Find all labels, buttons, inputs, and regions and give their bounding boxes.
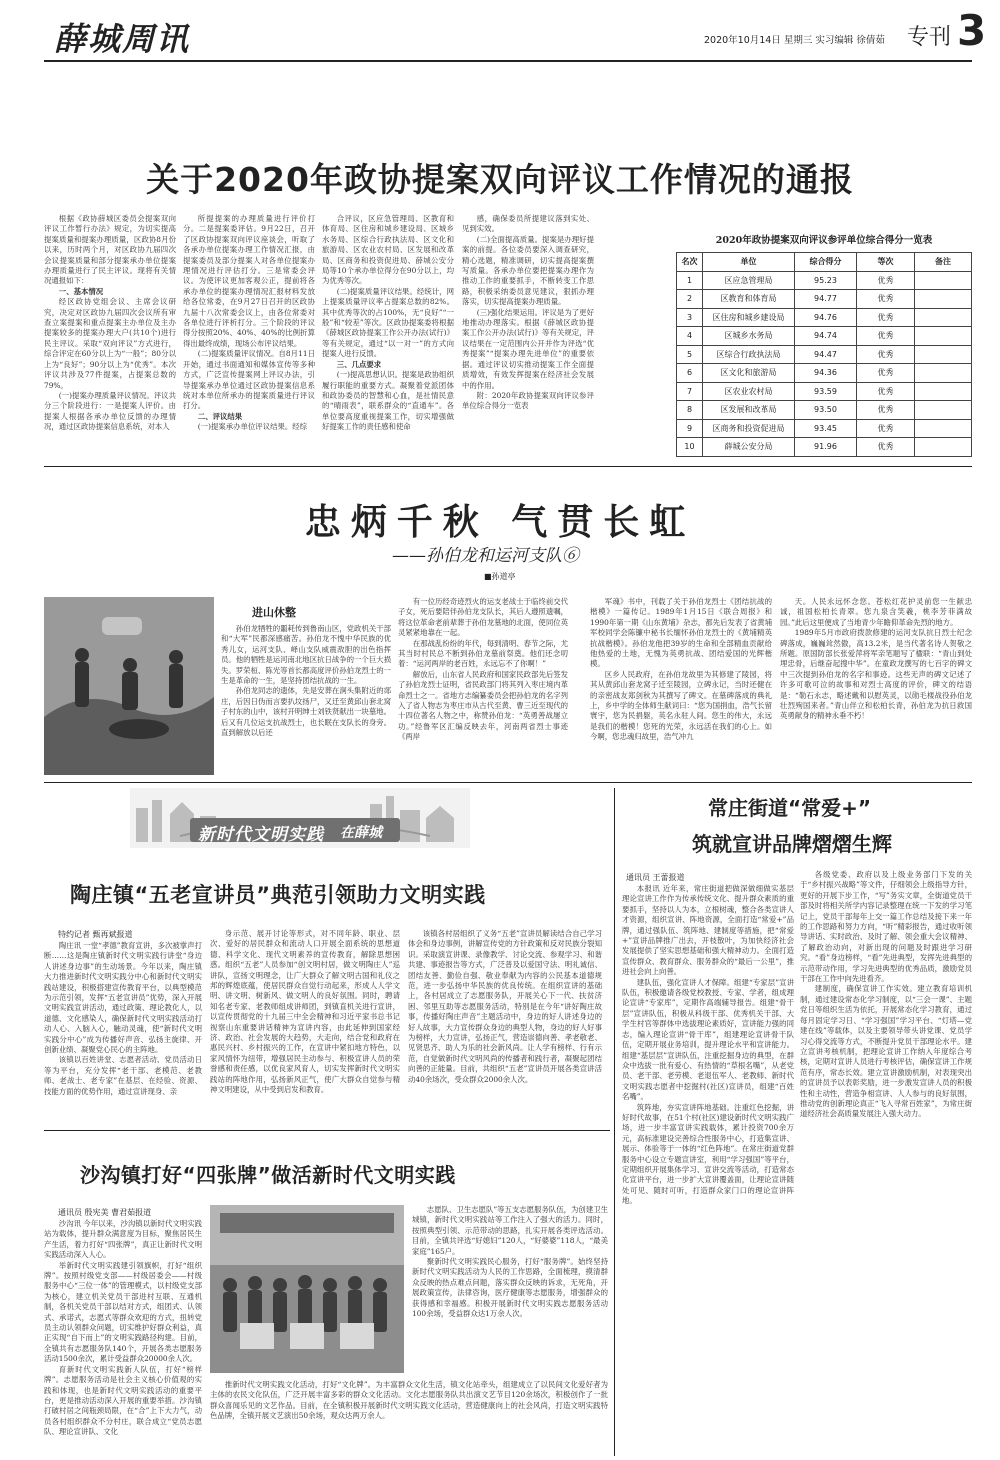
article2-section-head: 进山休整 xyxy=(252,606,296,619)
header-unit: 单位 xyxy=(703,253,795,272)
grade-cell: 优秀 xyxy=(857,419,915,438)
article4-byline: 通讯员 殷宪美 曹君茹报道 xyxy=(58,1208,152,1217)
rank-cell: 1 xyxy=(677,271,703,290)
article4-col2-bottom: 推新时代文明实践文化活动，打好“文化牌”。为丰富群众文化生活，镇文化站牵头，组建成立了以民间文化爱好者为主体的农民文化队伍，广泛开展丰富多彩的群众文化活动。文化志愿服务队共出演文艺节目120余场次，积极创作了一批群众喜闻乐见的文艺作品。目前，在全镇积极开展新时代文明实践文化活动，营造健康向上的社会风尚，打造文明实践特色品牌，全镇开展文艺演出50余场，观众达两万余人。 xyxy=(210,1380,608,1421)
grade-cell: 优秀 xyxy=(857,345,915,364)
header-score: 综合得分 xyxy=(795,253,857,272)
rank-cell: 9 xyxy=(677,419,703,438)
group-photo-illustration xyxy=(210,1205,404,1373)
article2-col3: 军魂》书中，刊载了关于孙伯龙烈士《团结抗战的楷模》一篇传记。1989年1月15日《联合周报》和1990年第一期《山东黄埔》杂志，都先后发表了省黄埔军校同学会陈镰中秘书长缅怀孙伯龙烈士的《黄埔精英抗战楷模》。孙伯龙他把39岁的生命和全部精血贡献给他热爱的土地，无愧为英勇抗战、团结爱国的光辉楷模。 区乡人民政府，在孙伯龙故里为其修建了陵园，将其从黄邱山套龙窝子迁至陵园，立碑永记，当时还健在的亲密战友郑剑秋为其撰写了碑文。在墓碑落成的典礼上，乡中学的全体师生献词曰：“您为国捐血，浩气长留寰宇，您为民捐躯，英名永驻人间。您生的伟大，永远是我们的楷模！您死的光荣，永远活在我们的心上。如今啊，您忠魂归故里，浩气冲九 xyxy=(590,597,772,742)
unit-cell: 区发展和改革局 xyxy=(703,401,795,420)
divider-2 xyxy=(44,782,972,783)
masthead xyxy=(0,0,1000,64)
grade-cell: 优秀 xyxy=(857,290,915,309)
painting-illustration xyxy=(44,597,214,775)
header-remark: 备注 xyxy=(915,253,972,272)
article1-col1: 根据《政协薛城区委员会提案双向评议工作暂行办法》规定，为切实提高提案质量和提案办理质量，区政协8月份以来，历时两个月，对区政协九届四次会议提案质量和部分提案承办单位提案办理质量进行了民主评议。现将有关情况通报如下： 一、基本情况 经区政协党组会议、主席会议研究，决定对区政协九届四次会议所有审查立案提案和重点提案主办单位及主办提案较多的提案办理大户(共10个)进行民主评议。采取“双向评议”方式进行，综合评定在60分以上为“一般”；80分以上为“良好”；90分以上为“优秀”。本次评议共涉及77件提案，占提案总数的79%。 (一)提案办理质量评议情况。评议共分三个阶段进行：一是提案人评价。由提案人根据各承办单位反馈的办理情况，通过区政协提案信息系统，对本人 xyxy=(44,214,176,432)
article2-subtitle: ——孙伯龙和运河支队⑥ xyxy=(392,546,579,566)
score-table-row xyxy=(677,438,972,457)
unit-cell: 区文化和旅游局 xyxy=(703,364,795,383)
remark-cell xyxy=(915,382,972,401)
article1-title: 关于2020年政协提案双向评议工作情况的通报 xyxy=(146,160,854,199)
volunteers-photo xyxy=(210,1205,404,1373)
rank-cell: 7 xyxy=(677,382,703,401)
header-rank: 名次 xyxy=(677,253,703,272)
score-cell: 93.45 xyxy=(795,419,857,438)
article1-col3: 合评议，区应急管理局、区教育和体育局、区住房和城乡建设局、区城乡水务局、区综合行政执法局、区文化和旅游局、区农业农村局、区发展和改革局、区商务和投资促进局、薛城公安分局等10个承办单位得分在90分以上，均为优秀等次。 (二)提案质量评议结果。经统计，网上提案质量评议率占提案总数的82%。其中优秀等次的占100%，无“良好”“一般”和“较差”等次。区政协提案委将根据《薛城区政协提案工作公开办法(试行)》等有关规定，通过“以一对一”的方式向提案人进行反馈。 三、几点要求 (一)提高思想认识。提案是政协组织履行职能的重要方式。凝聚着党派团体和政协委员的智慧和心血，是社情民意的“晴雨表”，联系群众的“直通车”。各单位要高度重视提案工作，切实增强做好提案工作的责任感和使命 xyxy=(322,214,454,432)
article3-title: 陶庄镇“五老宣讲员”典范引领助力文明实践 xyxy=(70,883,486,907)
score-cell: 94.47 xyxy=(795,345,857,364)
score-table-row xyxy=(677,382,972,401)
article3-byline: 特约记者 甄再斌报道 xyxy=(58,930,133,939)
score-table-row xyxy=(677,401,972,420)
divider-1 xyxy=(44,466,972,467)
remark-cell xyxy=(915,364,972,383)
article2-col4: 天。人民永远怀念您。苍松红花护灵前您一生献忠诚，祖国松柏长青翠。您九泉含笑羲，桃李芳菲满故园。”此后这里便成了当地青少年瞻仰革命先烈的地方。 1989年5月市政府拨款修建的运河支队抗日烈士纪念碑落成，巍巍耸然傲，高13.2米，是当代著名诗人贺敬之所题。原国防部长张爱萍将军亲笔题写了楹联：“青山到处埋忠骨，后继奋起搜中华”。在童政龙撰写的七百字的碑文中三次提到孙伯龙的名字和事迹。这些无声的碑文记述了许多可歌可泣的故事和对烈士高度的评价，碑文的结语是：“勒石永志，略述戴和以慰英灵，以勋毛楼战役孙伯龙壮烈殉国来者。”青山伴立和松柏长青，孙伯龙为抗日救国英勇献身的精神永垂不朽！ xyxy=(780,597,972,721)
rank-cell: 8 xyxy=(677,401,703,420)
article3-col3: 该镇各村居组织了义务“五老”宣讲员解读结合自己学习体会和身边事例，讲解宣传党的方针政策和反对民族分裂知识。采取演宣讲课、录像教学、讨论交流、参观学习、和谐共建、事迹报告等方式，广泛普及以爱国守法、明礼诚信、团结友善、勤俭自强、敬业奉献为内容的公民基本道德规范，进一步弘扬中华民族的优良传统。在组织宣讲的基础上，各村居成立了志愿服务队，开展关心下一代、扶贫济困、邻里互助等志愿服务活动，特别是在今年“讲好陶庄故事，传播好陶庄声音”主题活动中，身边的好人讲述身边的好人故事，大力宣传群众身边的典型人物，身边的好人好事为榜样，大力宣讲，弘扬正气，营造崇德向善、孝老敬老、见贤思齐、助人为乐的社会新风尚。让人学有榜样、行有示范，自觉做新时代文明风尚的传播者和践行者，凝聚起团结向善的正能量。目前，共组织“五老”宣讲员开展各类宣讲活动40余场次，受众群众2000余人次。 xyxy=(408,929,602,1084)
score-table-row xyxy=(677,419,972,438)
score-table-row xyxy=(677,327,972,346)
rank-cell: 5 xyxy=(677,345,703,364)
score-table-box xyxy=(676,232,972,457)
article4-col1: 沙沟讯 今年以来，沙沟镇以新时代文明实践站为载体，提升群众满意度为目标，聚焦居民生产生活，着力打好“四张牌”，真正让新时代文明实践活动深入人心。 举新时代文明实践建引领旗帜，打好“组织牌”。按照村级党支部——村级居委会——村级服务中心“三位一体”的管理模式，以村级党支部为核心，建立机关党员干部进村互联、互通机制，各机关党员干部以结对方式，组团式、认领式、承诺式，志愿式等群众欢迎的方式，扭转党员主动认领群众问题，切实维护好群众利益，真正实现“自下而上”的文明实践路径构建。目前，全镇共有志愿服务队140个，开展各类志愿服务活动1500余次，累计受益群众20000余人次。 育新时代文明实践新人队伍，打好“榜样牌”。志愿服务活动是社会主义核心价值观的实践和体现，也是新时代文明实践活动的重要平台，更是推动活动深入开展的重要举措。沙沟镇打破村居之间瓶颈局限，在“合”上下大力气，动员各村组织群众不分村庄，联合成立“党员志愿队、理论宣讲队、文化 xyxy=(44,1219,202,1437)
unit-cell: 区应急管理局 xyxy=(703,271,795,290)
score-cell: 93.59 xyxy=(795,382,857,401)
unit-cell: 区住房和城乡建设局 xyxy=(703,308,795,327)
article5-title-line2: 筑就宣讲品牌熠熠生辉 xyxy=(692,832,892,856)
grade-cell: 优秀 xyxy=(857,364,915,383)
score-cell: 93.50 xyxy=(795,401,857,420)
article5-title-line1: 常庄街道“常爱+” xyxy=(708,796,872,820)
article3-col1: 陶庄讯 一堂“孝德”教育宣讲，多次被掌声打断……这是陶庄镇新时代文明实践行讲堂“身边人讲述身边事”的生动场景。今年以来，陶庄镇大力推进新时代文明实践分中心和新时代文明实践站建设，积极搭建宣传教育平台，以典型模范为示范引领，发挥“五老宣讲员”优势，深入开展文明实践宣讲活动，通过政策、理论教化人，以道德、文化感染人，确保新时代文明实践活动打动人心、入脑入心，触动灵魂，使“新时代文明实践分中心”成为传播好声音、弘扬主旋律、开创新业绩、凝聚党心民心的主阵地。 该镇以百姓讲堂、志愿者活动、党员活动日等为平台，充分发挥“老干部、老模范、老教师、老战士、老专家”在基层、在经验、资源、技能方面的优势作用，通过宣讲现身、亲 xyxy=(44,941,202,1096)
score-cell: 95.23 xyxy=(795,271,857,290)
remark-cell xyxy=(915,401,972,420)
score-table-title: 2020年政协提案双向评议参评单位综合得分一览表 xyxy=(715,235,933,246)
score-table-header-row xyxy=(677,253,972,272)
score-cell: 94.74 xyxy=(795,327,857,346)
grade-cell: 优秀 xyxy=(857,382,915,401)
remark-cell xyxy=(915,438,972,457)
score-table-row xyxy=(677,345,972,364)
article1-col4: 感，确保委员所提建议落到实处、见到实效。 (二)全面提高质量。提案是办理好提案的前提。各位委员要深入调查研究，精心选题，精准调研，切实提高提案撰写质量。各承办单位要把提案办理作为推动工作的重要抓手，不断转变工作思路，积极采纳委员意见建议，狠抓办理落实，切实提高提案办理质量。 (三)强化结果运用。评议是为了更好地推动办理落实。根据《薛城区政协提案工作公开办法(试行)》等有关规定，评议结果在一定范围内公开并作为评选“优秀提案”“提案办理先进单位”的重要依据。通过评议切实推动提案工作全面提质增效，有效发挥提案在经济社会发展中的作用。 附：2020年政协提案双向评议参评单位综合得分一览表 xyxy=(462,214,594,411)
article3-col2: 身示范、展开讨论等形式，对不同年龄、职业、层次、爱好的居民群众和流动人口开展全面系统的思想道德、科学文化、现代文明素养的宣传教育，解除思想困惑。组织“五老”人员参加“创文明村居，做文明陶庄人”巡讲队，宣扬文明理念，让广大群众了解文明古国和礼仪之邦的辉煌底蕴，使居民群众自觉行动起来，形成人人学文明、讲文明、树新风、做文明人的良好氛围。同时，聘请知名老专家、老教师组成讲师团，到镇直机关进行宣讲，以宣传贯彻党的十九届三中全会精神和习近平家书总书记视察山东重要讲话精神为宣讲内容，由此延伸到国家经济、政治、社会发展的大趋势，大走向，结合党和政府在惠民兴村、乡村振兴的工作，在宣讲中紧扣地方特色，以家风情怀为纽带，增强居民主动参与、积极宣讲人员的荣誉感和责任感，以优良家风育人，切实发挥新时代文明实践站的阵地作用，弘扬新风正气，使广大群众自觉参与精神文明建设，从中受到启发和教育。 xyxy=(210,929,400,1095)
masthead-rule xyxy=(44,60,972,62)
article5-col2: 各级党委、政府以及上级业务部门下发的关于“乡村振兴战略”等文件，仔细领会上级指导方针，更好的开展下步工作，“写”务实文章，全街道党员干部及时将相关所学内容记录整理在统一下发的学习笔记上，党员干部每年上交一篇工作总结及接下来一年的工作思路和努力方向，“听”精彩报告，通过收听领导讲话、实时政治、及时了解、领会重大会议精神、了解政治动向，对新出现的问题及时跟进学习研究。“看”身边榜样，“看”先进典型，发挥先进典型的示范带动作用，学习先进典型的优秀品质，激励党员干部在工作中向先进看齐。 建制度，确保宣讲工作实效。建立教育培训机制，通过建设常态化学习制度，以“三会一课”、主题党日等组织生活为依托，开展常态化学习教育，通过每月固定学习日、“学习强国”学习平台、“灯塔—党建在线”等载体，以及主要领导带头讲党课、党员学习心得交流等方式，不断提升党员干部理论水平。建立宣讲考核机制，把理论宣讲工作纳入年度综合考核，定期对宣讲人员进行考核评估，确保宣讲工作规范有序，常态长效。建立宣讲激励机制，对表现突出的宣讲员予以表彰奖励，进一步激发宣讲人员的积极性和主动性，营造争相宣讲、人人参与的良好氛围，推动党的创新理论真正“飞入寻常百姓家”，为常庄街道经济社会高质量发展注入强大动力。 xyxy=(800,870,972,1119)
article2-byline: ■孙道亭 xyxy=(484,572,516,581)
rank-cell: 6 xyxy=(677,364,703,383)
article4-col2-top: 志愿队、卫生志愿队”等五支志愿服务队伍，为创建卫生城镇，新时代文明实践站等工作注入了强大的活力。同时，按照典型引领、示范带动的思路，扎实开展各类评选活动。目前，全镇共评选“好媳妇”120人，“好婆婆”118人，“最美家庭”165户。 聚新时代文明实践民心服务，打好“服务牌”。始终坚持新时代文明实践活动为人民的工作思路，全面梳理，摸清群众反映的热点难点问题，落实群众反映的诉求，无死角，开展政策宣传，法律咨询，医疗健康等志愿服务，增强群众的获得感和幸福感。积极开展新时代文明实践志愿服务活动100余场，受益群众达1万余人次。 xyxy=(412,1205,608,1319)
rank-cell: 3 xyxy=(677,308,703,327)
civilization-banner xyxy=(130,788,470,848)
score-table-row xyxy=(677,308,972,327)
header-grade: 等次 xyxy=(857,253,915,272)
rank-cell: 2 xyxy=(677,290,703,309)
unit-cell: 区农业农村局 xyxy=(703,382,795,401)
soldiers-painting xyxy=(44,597,214,775)
article1-col2: 所提提案的办理质量进行评价打分。二是提案委评估。9月22日，召开了区政协提案双向评议座谈会，听取了各承办单位提案办理工作情况汇报，由提案委员及部分提案人对各单位提案办理情况进行评估打分。三是常委会评议。为使评议更加客观公正，提前将各承办单位的提案办理情况汇报材料发放给各位常委，在9月27日召开的区政协九届十八次常委会议上，由各位常委对各单位进行评析打分。三个阶段的评议得分按照20%、40%、40%的比例折算得出最终成绩，现场公布评议结果。 (二)提案质量评议情况。自8月11日开始，通过书面通知和媒体宣传等多种方式，广泛宣传提案网上评议办法，引导提案承办单位通过区政协提案信息系统对本单位所承办的提案质量进行评议打分。 二、评议结果 (一)提案承办单位评议结果。经综 xyxy=(183,214,315,432)
remark-cell xyxy=(915,271,972,290)
remark-cell xyxy=(915,327,972,346)
score-cell: 94.76 xyxy=(795,308,857,327)
grade-cell: 优秀 xyxy=(857,308,915,327)
grade-cell: 优秀 xyxy=(857,438,915,457)
score-table-row xyxy=(677,364,972,383)
grade-cell: 优秀 xyxy=(857,327,915,346)
rank-cell: 10 xyxy=(677,438,703,457)
vertical-divider xyxy=(614,788,615,1456)
unit-cell: 区商务和投资促进局 xyxy=(703,419,795,438)
article2-col2: 有一位历经奇迹烈火的运支老战士于临终前交代子女，死后要陪伴孙伯龙支队长，其后人遵照遗嘱，将这位革命老前辈葬于孙伯龙墓地的北面，使同位英灵紧紧地靠在一起。 在那战乱纷纷的年代，每到清明、春节之际，尤其当时村民总不断到孙伯龙墓前祭奠。他们还念叨着：“运河两岸的老百姓，永远忘不了你啊！” 解放后，山东省人民政府和国家民政部先后签发了孙伯龙烈士证明，省民政部门将其列入枣庄境内革命烈士之一。省地方志编纂委员会把孙伯龙的名字列入了省人物志为枣庄市从古代至黄、曹三近至现代的十四位著名人物之中，称赞孙伯龙：“英勇善战屡立功。”经鲁军区汇编反映去年，河南两省烈士事迹《两岸 xyxy=(398,597,568,742)
remark-cell xyxy=(915,345,972,364)
score-cell: 94.36 xyxy=(795,364,857,383)
remark-cell xyxy=(915,290,972,309)
article4-title: 沙沟镇打好“四张牌”做活新时代文明实践 xyxy=(80,1163,456,1187)
article2-title: 忠炳千秋 气贯长虹 xyxy=(304,501,696,543)
unit-cell: 区城乡水务局 xyxy=(703,327,795,346)
remark-cell xyxy=(915,419,972,438)
article2-col1: 孙伯龙牺牲的噩耗传到鲁南山区，党政机关干部和“大军”民都深感痛苦。孙伯龙不愧中华民族的优秀儿女，运河支队、峄山支队威震敌胆的出色指挥员。他的牺牲是运河南北地区抗日战争的一个巨大损失。罗荣桓、陈光等首长都高度评价孙伯龙烈士的一生是革命的一生，是坚持团结抗战的一生。 孙伯龙同志的遗体，先是安葬在涧头集附近的郯庄，后因日伪而言要扒坟扬尸，又迁至黄邱山套北窝子村东的山中，该村开明绅士刘铁贤献出一块墓地。后又有几位运支抗战烈士，也长眠在支队长的身旁。直到解放以后还 xyxy=(221,624,391,738)
score-table-row xyxy=(677,290,972,309)
issue-meta: 2020年10月14日 星期三 实习编辑 徐倩茹 xyxy=(704,35,885,46)
grade-cell: 优秀 xyxy=(857,401,915,420)
page-number: 3 xyxy=(957,6,987,55)
rank-cell: 4 xyxy=(677,327,703,346)
banner-suffix: 在薛城 xyxy=(340,825,382,841)
grade-cell: 优秀 xyxy=(857,271,915,290)
banner-text: 新时代文明实践 xyxy=(198,825,324,845)
remark-cell xyxy=(915,308,972,327)
unit-cell: 区综合行政执法局 xyxy=(703,345,795,364)
divider-3 xyxy=(44,1130,610,1131)
score-cell: 94.77 xyxy=(795,290,857,309)
unit-cell: 区教育和体育局 xyxy=(703,290,795,309)
article5-byline: 通讯员 王蕾报道 xyxy=(626,873,685,882)
section-label: 专刊 xyxy=(907,25,952,50)
score-table xyxy=(676,252,972,457)
article5-col1: 本报讯 近年来，常庄街道把做深做细做实基层理论宣讲工作作为传承传统文化、提升群众素质的重要抓手，坚持以人为本，立根树魂，整合各类宣讲人才资源，组织宣讲、阵地资源，全面打造“常爱+”品牌，通过强队伍、筑阵地、建制度等措施，把“常爱+”宣讲品牌推广出去，开枝散叶，为加快经济社会发展提供了坚实思想基础和强大精神动力。全面打造宣传群众、教育群众、服务群众的“最后一公里”，推进社会向上向善。 建队伍，强化宣讲人才保障。组建“专家层”宣讲队伍，积极邀请各级党校教授、专家、学者，组成理论宣讲“专家库”，定期作高端辅导报告。组建“骨干层”宣讲队伍，积极从科级干部、优秀机关干部、大学生村官等群体中选拔理论素质好，宣讲能力强的同志，编入理论宣讲“骨干库”，组建理论宣讲骨干队伍，定期开展业务培训，提升理论水平和宣讲能力。组建“基层层”宣讲队伍，注重挖掘身边的典型，在群众中选拔一批有爱心、有热情的“草根名嘴”，从老党员、老干部、老劳模、老退伍军人、老教师、新时代文明实践志愿者中挖掘村(社区)宣讲员，组建“百姓名嘴”。 筑阵地，夯实宣讲阵地基础。注重红色挖掘，讲好时代故事，在51个村(社区)建设新时代文明实践广场，进一步丰富宣讲实践载体，累计投资700余万元，高标准建设完善综合性服务中心，打造集宣讲、展示、体验等于一体的“红色阵地”。在常庄街道党群服务中心设立专题宣讲室，利用“学习强国”等平台，定期组织开展集体学习、宣讲交流等活动，打造常态化宣讲平台，进一步扩大宣讲覆盖面，让理论宣讲随处可见、随时可听，打造群众家门口的理论宣讲阵地。 xyxy=(622,884,794,1206)
score-cell: 91.96 xyxy=(795,438,857,457)
unit-cell: 薛城公安分局 xyxy=(703,438,795,457)
score-table-row xyxy=(677,271,972,290)
paper-name: 薛城周讯 xyxy=(54,20,191,58)
